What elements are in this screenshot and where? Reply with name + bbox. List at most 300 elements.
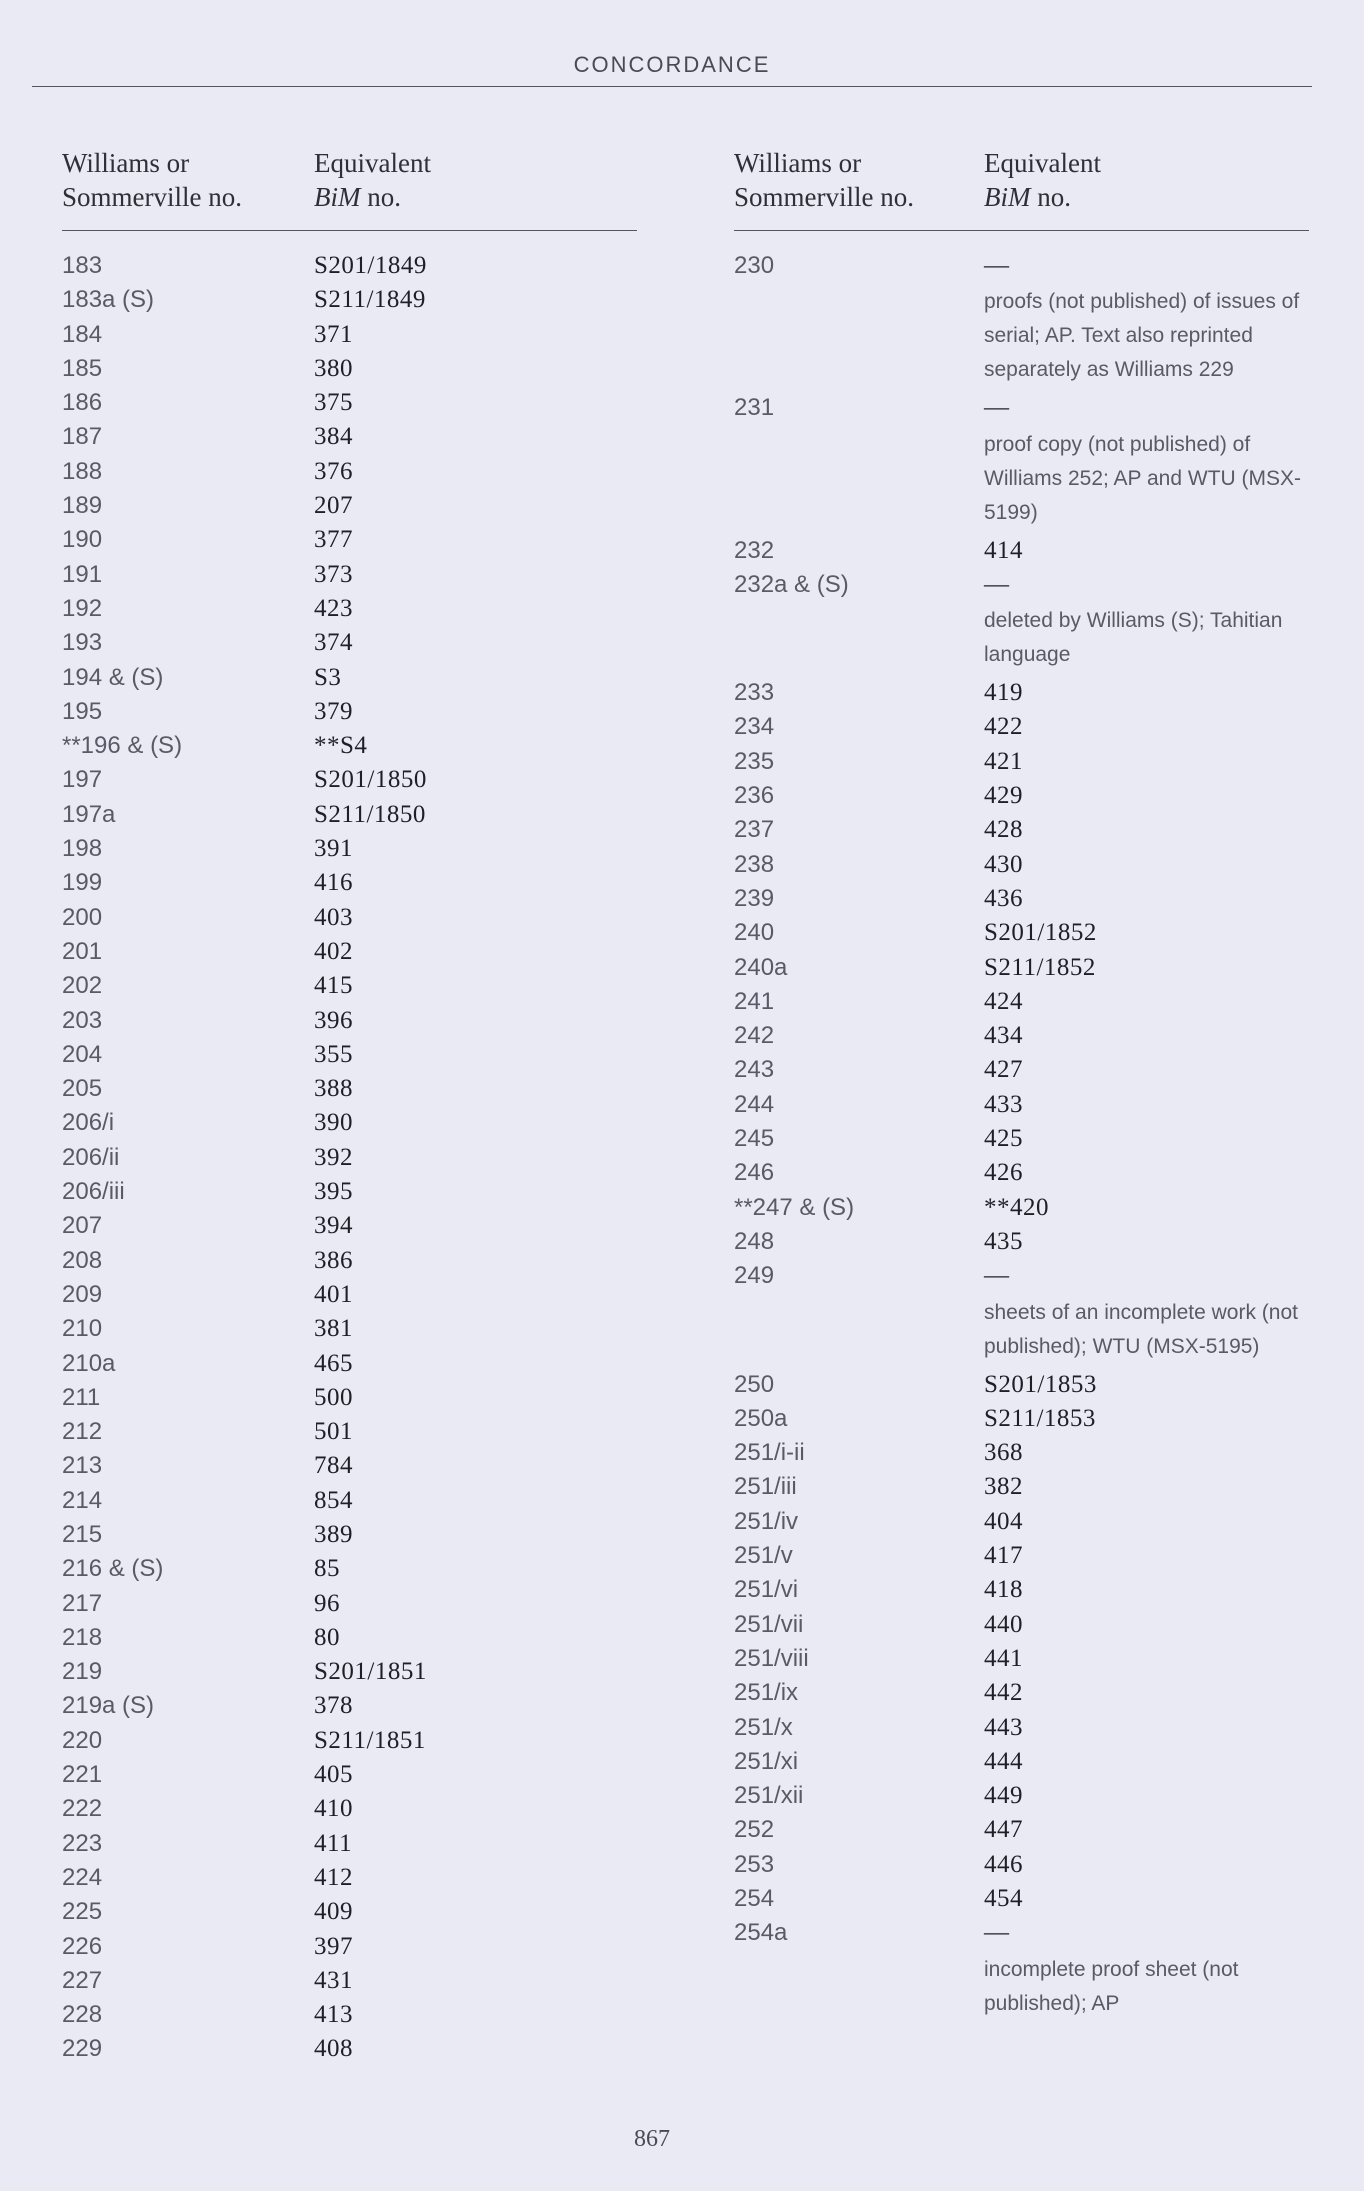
table-row [734,882,1309,916]
williams-number: 187 [62,423,103,451]
williams-number: 232 [734,536,775,564]
bim-number: 854 [314,1486,353,1514]
bim-number: 207 [314,492,353,520]
williams-number: 235 [734,747,775,775]
bim-number: 396 [314,1006,353,1034]
bim-number: **S4 [314,732,368,760]
table-row [62,1072,637,1106]
table-row [734,1402,1309,1436]
table-row [734,1882,1309,1916]
bim-number: — [984,252,1010,279]
bim-number: S211/1850 [314,800,426,828]
williams-number: 252 [734,1816,775,1844]
table-row [62,1312,637,1346]
table-row [62,523,637,557]
williams-number: 197 [62,766,103,794]
bim-number: 427 [984,1056,1023,1084]
table-row [62,249,637,283]
table-row [62,1655,637,1689]
bim-number: S3 [314,663,342,691]
left-rows [62,231,637,2067]
williams-number: 238 [734,850,775,878]
table-row [62,901,637,935]
williams-number: 201 [62,937,103,965]
table-row [734,249,1309,283]
williams-number: 197a [62,800,116,828]
bim-number: 422 [984,713,1023,741]
bim-number: 412 [314,1863,353,1891]
bim-number: 421 [984,747,1023,775]
table-row [62,1621,637,1655]
williams-number: 251/iv [734,1507,799,1535]
williams-number: 216 & (S) [62,1555,164,1583]
bim-number: 501 [314,1418,353,1446]
bim-number: 405 [314,1761,353,1789]
row-note: proofs (not published) of issues of serial; AP. Text also reprinted separately as Williams 229 [984,290,1300,382]
williams-number: 193 [62,629,103,657]
williams-number: 243 [734,1056,775,1084]
table-row [734,1019,1309,1053]
table-row [734,916,1309,950]
table-row [62,455,637,489]
table-row [62,1209,637,1243]
bim-number: 429 [984,782,1023,810]
table-row [62,489,637,523]
bim-number: 465 [314,1349,353,1377]
bim-number: 500 [314,1383,353,1411]
table-row [734,1436,1309,1470]
bim-number: 415 [314,972,353,1000]
bim-number: 431 [314,1966,353,1994]
williams-number: 200 [62,903,103,931]
bim-number: 394 [314,1212,353,1240]
table-row [734,1779,1309,1813]
bim-number: 435 [984,1227,1023,1255]
table-row [62,318,637,352]
bim-number: 413 [314,2001,353,2029]
williams-number: 251/xi [734,1747,799,1775]
table-row [62,1689,637,1723]
williams-number: 206/ii [62,1143,120,1171]
bim-number: 411 [314,1829,353,1857]
bim-header [984,146,1101,214]
row-note: proof copy (not published) of Williams 252; AP and WTU (MSX-5199) [984,432,1302,524]
bim-number: 375 [314,389,353,417]
bim-number: S201/1849 [314,252,427,279]
williams-number: 223 [62,1829,103,1857]
bim-number: 425 [984,1125,1023,1153]
williams-number: 242 [734,1022,775,1050]
bim-header-line1: Equivalent [314,148,431,178]
williams-number: 189 [62,492,103,520]
table-row [62,866,637,900]
table-row [62,1278,637,1312]
williams-number: 198 [62,835,103,863]
bim-number: S201/1853 [984,1370,1097,1398]
table-row [734,1053,1309,1087]
bim-number: 441 [984,1644,1023,1672]
row-note: incomplete proof sheet (not published); AP [984,1957,1239,2015]
table-row [734,779,1309,813]
bim-number: 446 [984,1850,1023,1878]
williams-number: 217 [62,1589,103,1617]
williams-number: 222 [62,1795,103,1823]
williams-number: **247 & (S) [734,1193,855,1221]
bim-number: 85 [314,1555,340,1583]
table-row [734,568,1309,602]
williams-number: 251/xii [734,1782,804,1810]
table-row [734,391,1309,425]
williams-number: 246 [734,1159,775,1187]
bim-number: 384 [314,423,353,451]
table-row [62,1758,637,1792]
bim-number: 403 [314,903,353,931]
williams-number: 211 [62,1383,101,1411]
bim-italic: BiM [314,182,361,212]
williams-header [62,146,314,214]
williams-number: 251/vi [734,1576,799,1604]
williams-number: 228 [62,2001,103,2029]
table-row [734,813,1309,847]
bim-number: 401 [314,1280,353,1308]
table-row [62,1244,637,1278]
bim-number: 96 [314,1589,340,1617]
table-row [734,1573,1309,1607]
bim-number: 416 [314,869,353,897]
williams-number: 254 [734,1884,775,1912]
williams-number: 204 [62,1040,103,1068]
right-column-header [734,146,1309,231]
table-row [62,832,637,866]
williams-header-line1: Williams or [62,148,190,178]
bim-number: 379 [314,697,353,725]
table-row [62,1004,637,1038]
table-row [62,352,637,386]
williams-number: 215 [62,1520,103,1548]
bim-number: 382 [984,1473,1023,1501]
bim-number: 395 [314,1178,353,1206]
williams-number: 213 [62,1452,103,1480]
williams-number: 229 [62,2035,103,2063]
williams-number: 254a [734,1919,788,1947]
right-column [734,146,1309,2025]
williams-number: 210 [62,1315,103,1343]
williams-number: 183a (S) [62,286,155,314]
bim-number: — [984,570,1010,598]
table-row [62,386,637,420]
williams-number: 251/iii [734,1473,797,1501]
bim-number: 423 [314,594,353,622]
williams-number: 188 [62,457,103,485]
bim-number: 447 [984,1816,1023,1844]
table-row [734,1608,1309,1642]
table-row [62,1792,637,1826]
table-row [62,1347,637,1381]
bim-number: S211/1849 [314,286,426,314]
williams-number: 251/x [734,1713,793,1741]
bim-number: 443 [984,1713,1023,1741]
bim-number: 378 [314,1692,353,1720]
table-row [62,1449,637,1483]
table-row [62,558,637,592]
williams-number: 231 [734,394,775,422]
bim-header-line1: Equivalent [984,148,1101,178]
williams-number: 251/viii [734,1644,809,1672]
bim-number: 444 [984,1747,1023,1775]
bim-number: 380 [314,354,353,382]
williams-number: 190 [62,526,103,554]
table-row [62,1038,637,1072]
table-row [734,676,1309,710]
table-row [734,1642,1309,1676]
williams-number: 230 [734,252,775,279]
williams-header-line1: Williams or [734,148,862,178]
williams-number: 236 [734,782,775,810]
table-row [62,626,637,660]
bim-number: 419 [984,679,1023,707]
williams-number: 239 [734,884,775,912]
bim-number: 376 [314,457,353,485]
bim-number: S211/1851 [314,1726,426,1754]
williams-number: 219 [62,1658,103,1686]
table-row [62,1518,637,1552]
bim-number: 418 [984,1576,1023,1604]
williams-number: 195 [62,697,103,725]
bim-number: 373 [314,560,353,588]
bim-number: S211/1852 [984,953,1096,981]
williams-number: 186 [62,389,103,417]
bim-number: — [984,394,1010,422]
table-row [734,1848,1309,1882]
williams-number: 241 [734,987,775,1015]
williams-header [734,146,984,214]
bim-number: 404 [984,1507,1023,1535]
williams-number: 219a (S) [62,1692,155,1720]
williams-number: 237 [734,816,775,844]
running-head: CONCORDANCE [573,52,771,77]
williams-number: 234 [734,713,775,741]
table-row [734,1539,1309,1573]
right-rows [734,231,1309,2025]
table-row [62,1587,637,1621]
williams-number: 232a & (S) [734,570,849,598]
williams-number: 192 [62,594,103,622]
table-row [62,1141,637,1175]
table-row [62,661,637,695]
table-row [62,283,637,317]
bim-number: 409 [314,1898,353,1926]
table-row [62,763,637,797]
table-row [734,1368,1309,1402]
table-row [62,1381,637,1415]
bim-number: S201/1850 [314,766,427,794]
table-row [62,1895,637,1929]
bim-number: 386 [314,1246,353,1274]
bim-number: 368 [984,1439,1023,1467]
table-row [734,745,1309,779]
williams-header-line2: Sommerville no. [734,182,914,212]
bim-number: 434 [984,1022,1023,1050]
bim-italic: BiM [984,182,1031,212]
table-row [734,1156,1309,1190]
bim-number: 391 [314,835,353,863]
williams-number: 206/i [62,1109,115,1137]
bim-number: **420 [984,1193,1049,1221]
bim-number: — [984,1262,1010,1290]
table-row [62,1724,637,1758]
williams-number: 250a [734,1404,788,1432]
bim-number: 397 [314,1932,353,1960]
table-row [734,1711,1309,1745]
bim-number: 417 [984,1542,1023,1570]
bim-number: 402 [314,937,353,965]
bim-number: 410 [314,1795,353,1823]
table-row [734,1225,1309,1259]
bim-header-line2 [314,180,431,214]
table-row [62,969,637,1003]
bim-number: 442 [984,1679,1023,1707]
table-row [734,1916,1309,1950]
williams-number: 202 [62,972,103,1000]
williams-number: 251/i-ii [734,1439,805,1467]
left-column-header [62,146,637,231]
table-row [734,985,1309,1019]
williams-number: 249 [734,1262,775,1290]
williams-number: **196 & (S) [62,732,183,760]
williams-number: 251/vii [734,1610,804,1638]
williams-number: 191 [62,560,103,588]
bim-number: 784 [314,1452,353,1480]
williams-number: 251/v [734,1542,793,1570]
bim-tail: no. [360,182,401,212]
bim-number: 449 [984,1782,1023,1810]
williams-number: 244 [734,1090,775,1118]
williams-number: 253 [734,1850,775,1878]
bim-number: 371 [314,320,353,348]
bim-number: S201/1852 [984,919,1097,947]
bim-number: 430 [984,850,1023,878]
table-row [62,1861,637,1895]
bim-number: — [984,1919,1010,1947]
williams-number: 205 [62,1075,103,1103]
table-row [62,592,637,626]
williams-number: 225 [62,1898,103,1926]
table-row [734,848,1309,882]
bim-number: 440 [984,1610,1023,1638]
row-note: sheets of an incomplete work (not published); WTU (MSX-5195) [984,1300,1298,1358]
table-row [734,534,1309,568]
bim-number: 374 [314,629,353,657]
williams-number: 245 [734,1125,775,1153]
williams-number: 227 [62,1966,103,1994]
bim-number: 436 [984,884,1023,912]
bim-number: 377 [314,526,353,554]
table-row [62,1175,637,1209]
bim-number: 381 [314,1315,353,1343]
bim-number: 424 [984,987,1023,1015]
table-row [734,1259,1309,1293]
williams-number: 248 [734,1227,775,1255]
table-row [734,1470,1309,1504]
williams-number: 183 [62,252,103,279]
table-row [62,1552,637,1586]
williams-number: 184 [62,320,103,348]
bim-number: S211/1853 [984,1404,1096,1432]
williams-number: 203 [62,1006,103,1034]
williams-number: 209 [62,1280,103,1308]
table-row [62,1998,637,2032]
table-row [62,1415,637,1449]
page-number: 867 [634,2126,670,2152]
williams-number: 226 [62,1932,103,1960]
table-row [62,935,637,969]
williams-number: 250 [734,1370,775,1398]
bim-header [314,146,431,214]
table-row [62,2032,637,2066]
bim-number: 355 [314,1040,353,1068]
williams-number: 207 [62,1212,103,1240]
williams-number: 251/ix [734,1679,799,1707]
williams-number: 214 [62,1486,103,1514]
williams-number: 185 [62,354,103,382]
williams-header-line2: Sommerville no. [62,182,242,212]
williams-number: 210a [62,1349,116,1377]
table-row [62,1930,637,1964]
bim-number: 426 [984,1159,1023,1187]
table-row [62,1106,637,1140]
left-column [62,146,637,2067]
bim-number: 389 [314,1520,353,1548]
williams-number: 240a [734,953,788,981]
bim-number: 414 [984,536,1023,564]
header-rule [32,86,1312,87]
table-row [734,1745,1309,1779]
table-row [734,951,1309,985]
williams-number: 233 [734,679,775,707]
table-row [62,420,637,454]
bim-number: 390 [314,1109,353,1137]
williams-number: 212 [62,1418,103,1446]
table-row [734,1088,1309,1122]
bim-tail: no. [1030,182,1071,212]
williams-number: 206/iii [62,1178,125,1206]
bim-number: 454 [984,1884,1023,1912]
table-row [62,798,637,832]
williams-number: 218 [62,1623,103,1651]
williams-number: 199 [62,869,103,897]
table-row [62,729,637,763]
williams-number: 208 [62,1246,103,1274]
bim-number: 433 [984,1090,1023,1118]
bim-number: 408 [314,2035,353,2063]
bim-number: 428 [984,816,1023,844]
williams-number: 220 [62,1726,103,1754]
table-row [734,1505,1309,1539]
bim-number: 388 [314,1075,353,1103]
williams-number: 240 [734,919,775,947]
bim-number: S201/1851 [314,1658,427,1686]
table-row [62,1484,637,1518]
bim-number: 80 [314,1623,340,1651]
table-row [734,1676,1309,1710]
williams-number: 194 & (S) [62,663,164,691]
table-row [734,1813,1309,1847]
bim-number: 392 [314,1143,353,1171]
table-row [62,1964,637,1998]
table-row [734,1191,1309,1225]
row-note: deleted by Williams (S); Tahitian language [984,609,1283,667]
table-row [734,710,1309,744]
